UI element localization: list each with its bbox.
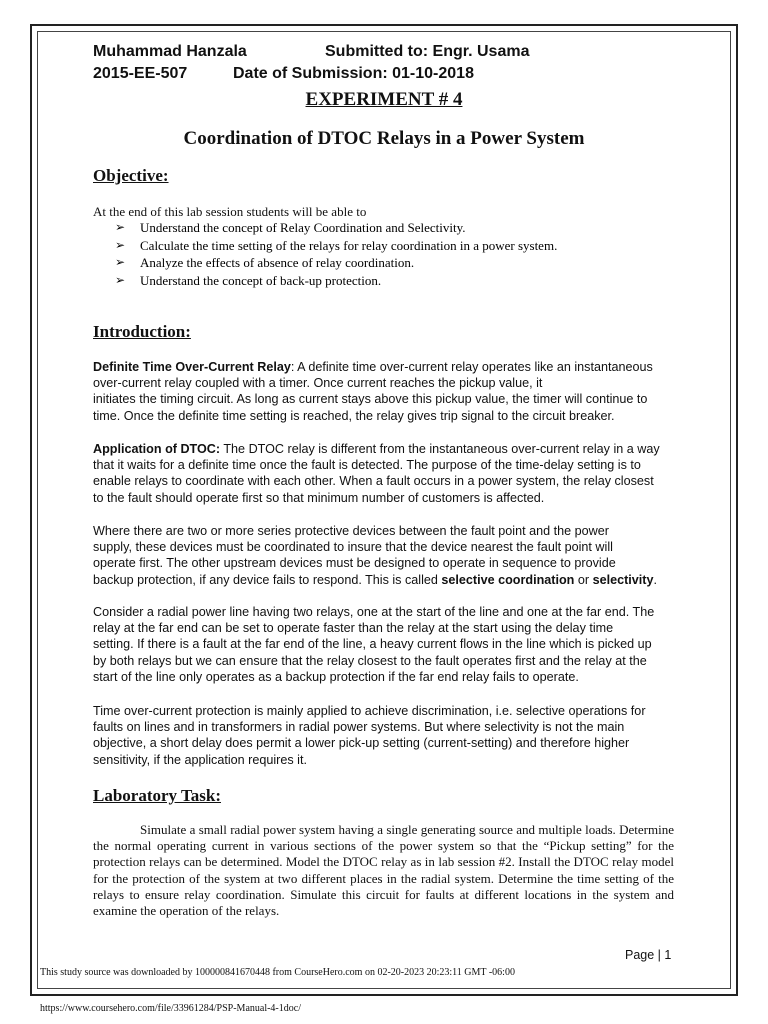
objective-list xyxy=(115,219,557,289)
experiment-title: Coordination of DTOC Relays in a Power System xyxy=(183,128,585,149)
objective-item: ➢ Calculate the time setting of the relays for relay coordination in a power system. xyxy=(115,237,558,253)
arrow-bullet-icon: ➢ xyxy=(115,255,126,269)
arrow-bullet-icon: ➢ xyxy=(115,220,126,234)
objective-item: ➢ Understand the concept of back-up protection. xyxy=(115,272,382,288)
arrow-bullet-icon: ➢ xyxy=(115,237,126,252)
submitted-to: Submitted to: Engr. Usama xyxy=(325,43,530,60)
intro-paragraph-1: Definite Time Over-Current Relay: A definite time over-current relay operates like an instantaneous over-current relay coupled with a timer. Once current reaches the pickup value, it initiates the timing circuit. As long as current stays above this pickup value, the timer will continue to time. Once the definite time setting is reached, the relay gives trip signal to the circuit breaker. xyxy=(93,360,653,423)
objective-heading: Objective: xyxy=(93,166,169,185)
objective-item: ➢ Analyze the effects of absence of relay coordination. xyxy=(115,255,415,270)
lab-task-text: Simulate a small radial power system having a single generating source and multiple loads. Determine the normal operating current in various sections of the power system so that the “Pickup setting” for the protection relays can be determined. Model the DTOC relay as in lab session #2. Install the DTOC relay model for the protection of the system at two different places in the radial system. Determine the time setting of the relays to ensure relay coordination. Simulate this circuit for faults at different locations in the system and examine the operation of the relays. xyxy=(93,822,674,919)
download-notice: This study source was downloaded by 100000841670448 from CourseHero.com on 02-20-2023 20:23:11 GMT -06:00 xyxy=(40,967,515,978)
objective-item: ➢ Understand the concept of Relay Coordination and Selectivity. xyxy=(115,220,466,235)
intro-paragraph-3: Where there are two or more series protective devices between the fault point and the power supply, these devices must be coordinated to insure that the device nearest the fault point will operate first. The other upstream devices must be designed to operate in sequence to provide backup protection, if any device fails to respond. This is called selective coordination or selectivity. xyxy=(93,524,657,587)
objective-intro: At the end of this lab session students will be able to xyxy=(93,204,367,219)
source-url[interactable]: https://www.coursehero.com/file/33961284/PSP-Manual-4-1doc/ xyxy=(40,1003,301,1014)
lab-task-heading: Laboratory Task: xyxy=(93,786,221,805)
arrow-bullet-icon: ➢ xyxy=(115,272,126,287)
submission-date: Date of Submission: 01-10-2018 xyxy=(233,65,474,82)
registration-number: 2015-EE-507 xyxy=(93,65,188,82)
intro-paragraph-2: Application of DTOC: The DTOC relay is different from the instantaneous over-current relay in a way that it waits for a definite time once the fault is detected. The purpose of the time-delay setting is to enable relays to coordinate with each other. When a fault occurs in a power system, the relay closest to the fault should operate first so that minimum number of customers is affected. xyxy=(93,442,660,505)
intro-paragraph-5: Time over-current protection is mainly applied to achieve discrimination, i.e. selective operations for faults on lines and in transformers in radial power systems. But where selectivity is not the main objective, a short delay does permit a lower pick-up setting (current-setting) and therefore higher sensitivity, if the application requires it. xyxy=(93,704,646,767)
experiment-number: EXPERIMENT # 4 xyxy=(305,89,463,110)
page-number: Page | 1 xyxy=(625,948,672,962)
introduction-heading: Introduction: xyxy=(93,322,191,341)
intro-paragraph-4: Consider a radial power line having two relays, one at the start of the line and one at the far end. The relay at the far end can be set to operate faster than the relay at the start using the delay time setting. If there is a fault at the far end of the line, a heavy current flows in the line which is picked up by both relays but we can ensure that the relay closest to the fault operates first and the relay at the start of the line only operates as a backup protection if the far end relay fails to operate. xyxy=(93,605,655,684)
student-name: Muhammad Hanzala xyxy=(93,43,247,60)
